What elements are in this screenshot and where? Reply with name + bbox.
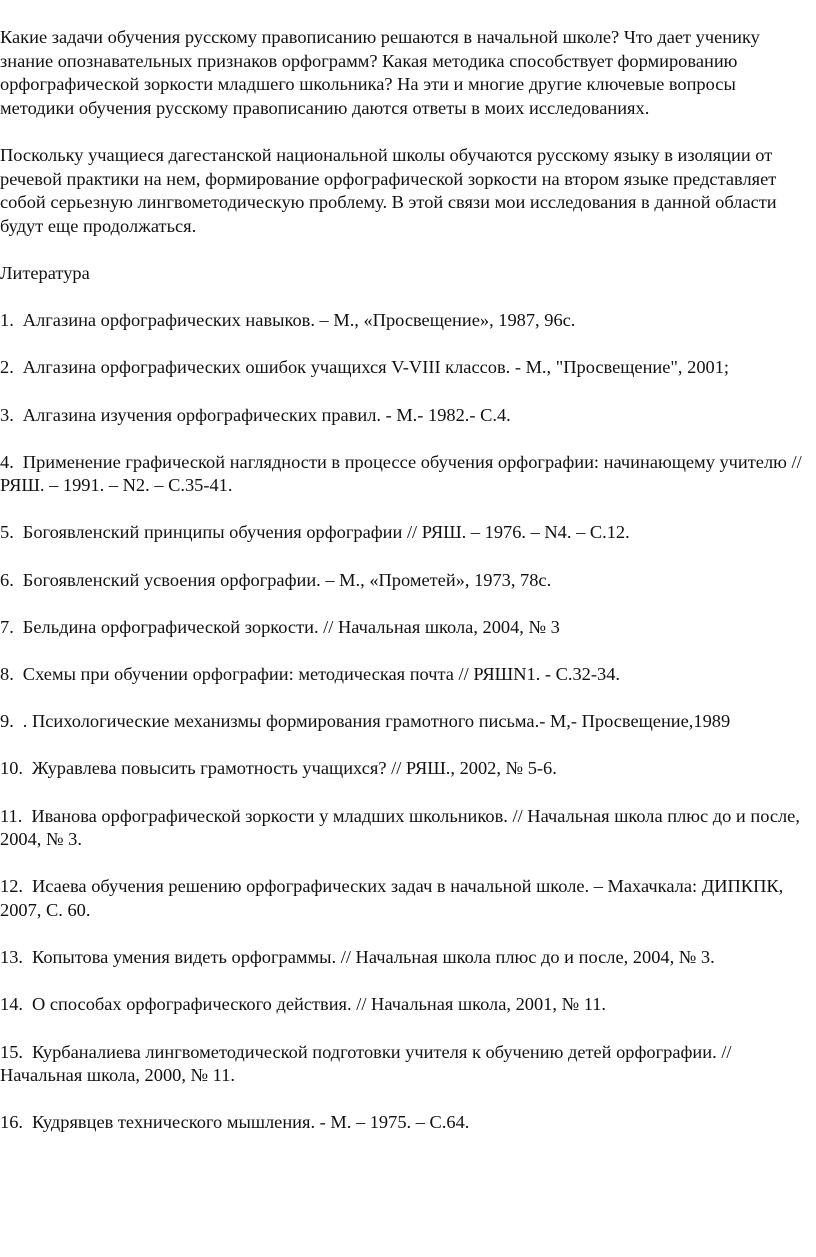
reference-text: Иванова орфографической зоркости у младших школьников. // Начальная школа плюс до и после, 2004, № 3. <box>0 805 800 850</box>
reference-text: Применение графической наглядности в процессе обучения орфографии: начинающему учителю // РЯШ. – 1991. – N2. – С.35-41. <box>0 451 802 496</box>
reference-text: Алгазина орфографических навыков. – М., «Просвещение», 1987, 96с. <box>22 310 576 331</box>
reference-number: 10. <box>0 758 23 779</box>
reference-item <box>0 451 814 498</box>
reference-item <box>0 569 814 593</box>
reference-number: 1. <box>0 310 14 331</box>
reference-text: Богоявленский усвоения орфографии. – М., «Прометей», 1973, 78с. <box>22 569 552 590</box>
reference-text: Схемы при обучении орфографии: методическая почта // РЯШN1. - С.32-34. <box>22 664 620 685</box>
reference-item <box>0 356 814 380</box>
reference-number: 14. <box>0 994 23 1015</box>
references-list <box>0 309 814 1135</box>
reference-number: 2. <box>0 357 14 378</box>
reference-text: Алгазина орфографических ошибок учащихся V-VIII классов. - М., "Просвещение", 2001; <box>22 357 730 378</box>
reference-number: 15. <box>0 1041 23 1062</box>
intro-paragraph-1: Какие задачи обучения русскому правописанию решаются в начальной школе? Что дает ученику знание опознавательных признаков орфограмм? Какая методика способствует формированию орфографической зоркости младшего школьника? На эти и многие другие ключевые вопросы методики обучения русскому правописанию даются ответы в моих исследованиях. <box>0 27 760 118</box>
reference-text: Алгазина изучения орфографических правил. - М.- 1982.- С.4. <box>22 404 511 425</box>
reference-text: О способах орфографического действия. // Начальная школа, 2001, № 11. <box>32 994 607 1015</box>
reference-item <box>0 946 814 970</box>
reference-text: Журавлева повысить грамотность учащихся? // РЯШ., 2002, № 5-6. <box>32 758 557 779</box>
reference-number: 8. <box>0 664 14 685</box>
reference-text: Исаева обучения решению орфографических задач в начальной школе. – Махачкала: ДИПКПК, 2007, С. 60. <box>0 876 784 920</box>
reference-number: 3. <box>0 404 14 425</box>
reference-item <box>0 1041 814 1088</box>
reference-number: 11. <box>0 805 23 826</box>
reference-item <box>0 309 814 333</box>
reference-item <box>0 875 814 922</box>
document-page <box>0 26 814 1135</box>
reference-item <box>0 616 814 640</box>
reference-number: 6. <box>0 569 14 590</box>
reference-number: 16. <box>0 1112 23 1133</box>
reference-item <box>0 1111 814 1135</box>
reference-number: 7. <box>0 616 14 637</box>
reference-number: 9. <box>0 711 14 732</box>
reference-item <box>0 993 814 1017</box>
reference-text: Курбаналиева лингвометодической подготовки учителя к обучению детей орфографии. // Начальная школа, 2000, № 11. <box>0 1041 732 1086</box>
reference-number: 13. <box>0 947 23 968</box>
reference-text: Копытова умения видеть орфограммы. // Начальная школа плюс до и после, 2004, № 3. <box>32 947 715 968</box>
reference-text: Кудрявцев технического мышления. - М. – 1975. – С.64. <box>32 1112 470 1133</box>
reference-item <box>0 710 814 734</box>
reference-item <box>0 663 814 687</box>
reference-number: 4. <box>0 451 14 472</box>
reference-number: 12. <box>0 876 23 897</box>
reference-item <box>0 805 814 852</box>
reference-item <box>0 404 814 428</box>
reference-item <box>0 521 814 545</box>
reference-number: 5. <box>0 522 14 543</box>
reference-text: . Психологические механизмы формирования грамотного письма.- М,- Просвещение,1989 <box>22 711 731 732</box>
reference-item <box>0 757 814 781</box>
reference-text: Богоявленский принципы обучения орфографии // РЯШ. – 1976. – N4. – С.12. <box>22 522 630 543</box>
references-heading: Литература <box>0 262 90 283</box>
reference-text: Бельдина орфографической зоркости. // Начальная школа, 2004, № 3 <box>22 616 560 637</box>
intro-paragraph-2: Поскольку учащиеся дагестанской национальной школы обучаются русскому языку в изоляции от речевой практики на нем, формирование орфографической зоркости на втором языке представляет собой серьезную лингвометодическую проблему. В этой связи мои исследования в данной области будут еще продолжаться. <box>0 144 777 236</box>
